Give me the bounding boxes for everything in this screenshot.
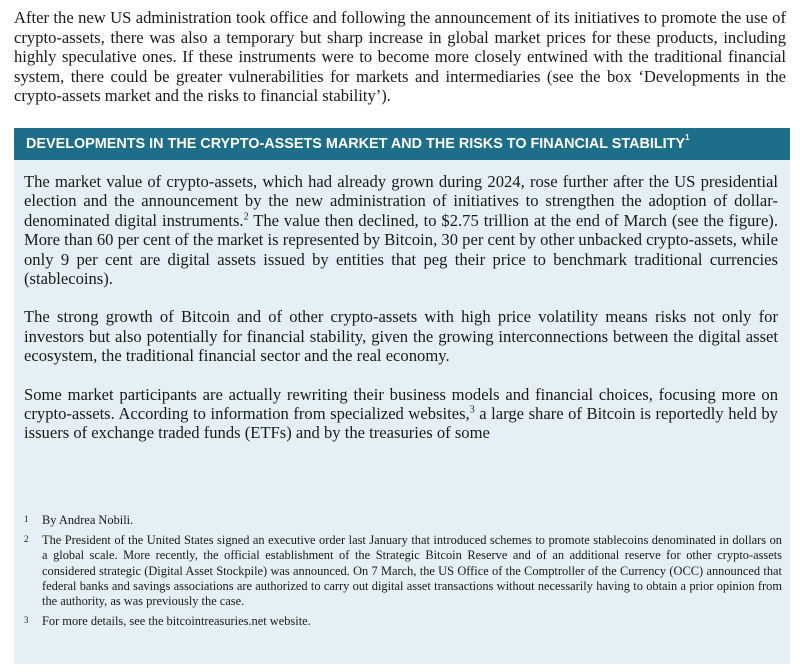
footnotes xyxy=(24,513,782,634)
footnote-item xyxy=(24,614,782,629)
footnote-ref-3: 3 xyxy=(469,404,475,416)
footnote-number: 3 xyxy=(24,615,29,626)
footnote-text: The President of the United States signed an executive order last January that introduced schemes to promote stablecoins denominated in dollars on a global scale. More recently, the official establishment of the Strategic Bitcoin Reserve and of an additional reserve for other crypto-assets considered strategic (Digital Asset Stockpile) was announced. On 7 March, the US Office of the Comptroller of the Currency (OCC) announced that federal banks and savings associations are authorized to carry out digital asset transactions without necessarily having to obtain a prior opinion from the authority, as was previously the case. xyxy=(42,533,782,609)
box-paragraph-1-text-b: The value then declined, to $2.75 trillion at the end of March (see the figure). More than 60 per cent of the market is represented by Bitcoin, 30 per cent by other unbacked crypto-assets, while only 9 per cent are digital assets issued by entities that peg their price to benchmark traditional currencies (stablecoins). xyxy=(24,210,778,289)
box-paragraph-3-text-a: Some market participants are actually rewriting their business models and financial choices, focusing more on crypto-assets. According to information from specialized websites, xyxy=(24,384,778,424)
box-body xyxy=(24,172,778,462)
footnote-item xyxy=(24,513,782,528)
footnote-item xyxy=(24,533,782,609)
footnote-number: 2 xyxy=(24,534,29,545)
intro-paragraph: After the new US administration took office and following the announcement of its initiatives to promote the use of crypto-assets, there was also a temporary but sharp increase in global market prices for these products, including highly speculative ones. If these instruments were to become more closely entwined with the traditional financial system, there could be greater vulnerabilities for markets and intermediaries (see the box ‘Developments in the crypto-assets market and the risks to financial stability’). xyxy=(14,8,786,106)
box-paragraph-1-text-a: The market value of crypto-assets, which had already grown during 2024, rose further after the US presidential election and the announcement by the new administration of initiatives to strengthen the adoption of dollar-denominated digital instruments. xyxy=(24,172,778,230)
box-paragraph-3-text-b: a large share of Bitcoin is reportedly held by issuers of exchange traded funds (ETFs) and by the treasuries of some xyxy=(24,404,778,443)
footnote-text: By Andrea Nobili. xyxy=(42,513,134,527)
box-title: DEVELOPMENTS IN THE CRYPTO-ASSETS MARKET AND THE RISKS TO FINANCIAL STABILITY xyxy=(26,136,686,152)
box-header xyxy=(14,128,790,160)
box-paragraph-1 xyxy=(24,172,778,288)
box-paragraph-2: The strong growth of Bitcoin and of other crypto-assets with high price volatility means risks not only for investors but also potentially for financial stability, given the growing interconnections between the digital asset ecosystem, the traditional financial sector and the real economy. xyxy=(24,307,778,366)
box-title-footnote-ref: 1 xyxy=(685,133,690,142)
footnote-number: 1 xyxy=(24,514,29,524)
footnote-ref-2: 2 xyxy=(243,211,249,223)
box-paragraph-3 xyxy=(24,385,778,443)
info-box xyxy=(14,128,790,664)
footnote-text: For more details, see the bitcointreasuries.net website. xyxy=(42,614,311,629)
